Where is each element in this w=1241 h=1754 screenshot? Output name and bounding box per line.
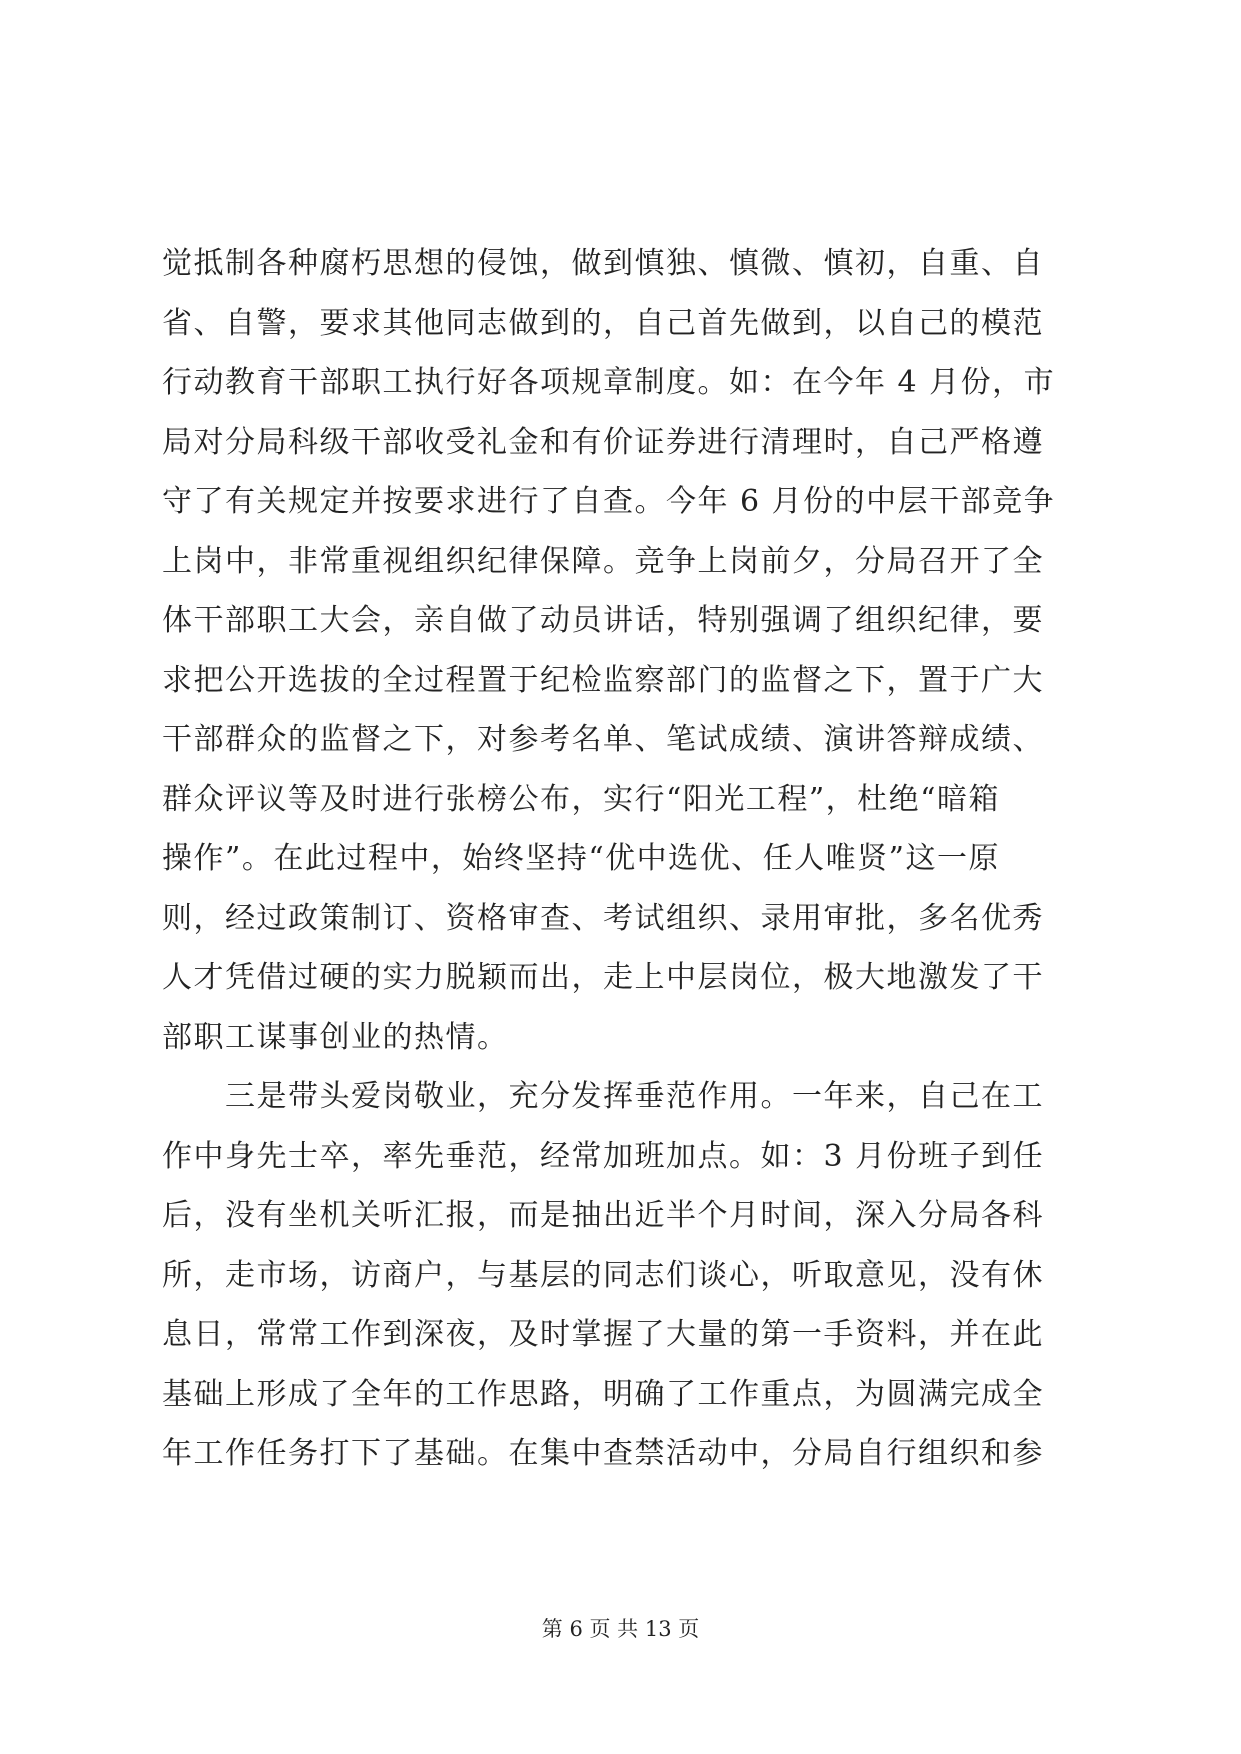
body-text	[162, 234, 1082, 1484]
text-line: 守了有关规定并按要求进行了自查。今年 6 月份的中层干部竞争	[162, 484, 1056, 519]
text-line: 操作”。在此过程中，始终坚持“优中选优、任人唯贤”这一原	[162, 841, 1001, 876]
text-line: 部职工谋事创业的热情。	[162, 1019, 509, 1055]
text-line: 行动教育干部职工执行好各项规章制度。如：在今年 4 月份，市	[162, 365, 1056, 400]
text-line: 干部群众的监督之下，对参考名单、笔试成绩、演讲答辩成绩、	[162, 722, 1044, 757]
text-line: 人才凭借过硬的实力脱颖而出，走上中层岗位，极大地激发了干	[162, 960, 1044, 995]
text-line: 上岗中，非常重视组织纪律保障。竞争上岗前夕，分局召开了全	[162, 543, 1044, 579]
text-line: 作中身先士卒，率先垂范，经常加班加点。如：3 月份班子到任	[162, 1138, 1045, 1174]
text-line: 省、自警，要求其他同志做到的，自己首先做到，以自己的模范	[162, 305, 1044, 341]
text-line: 觉抵制各种腐朽思想的侵蚀，做到慎独、慎微、慎初，自重、自	[162, 246, 1044, 281]
text-line: 年工作任务打下了基础。在集中查禁活动中，分局自行组织和参	[162, 1436, 1044, 1471]
text-line: 局对分局科级干部收受礼金和有价证券进行清理时，自己严格遵	[162, 424, 1044, 460]
text-line: 基础上形成了全年的工作思路，明确了工作重点，为圆满完成全	[162, 1376, 1044, 1412]
text-line: 则，经过政策制订、资格审查、考试组织、录用审批，多名优秀	[162, 900, 1044, 936]
page-number: 第 6 页 共 13 页	[541, 1617, 700, 1641]
text-line: 息日，常常工作到深夜，及时掌握了大量的第一手资料，并在此	[162, 1317, 1044, 1352]
text-line: 群众评议等及时进行张榜公布，实行“阳光工程”，杜绝“暗箱	[162, 781, 1001, 817]
paragraph-start-line: 三是带头爱岗敬业，充分发挥垂范作用。一年来，自己在工	[162, 1079, 1044, 1114]
text-line: 后，没有坐机关听汇报，而是抽出近半个月时间，深入分局各科	[162, 1198, 1044, 1233]
text-line: 所，走市场，访商户，与基层的同志们谈心，听取意见，没有休	[162, 1257, 1044, 1293]
text-line: 求把公开选拔的全过程置于纪检监察部门的监督之下，置于广大	[162, 662, 1044, 698]
text-line: 体干部职工大会，亲自做了动员讲话，特别强调了组织纪律，要	[162, 603, 1044, 638]
page-footer	[0, 1614, 1241, 1644]
